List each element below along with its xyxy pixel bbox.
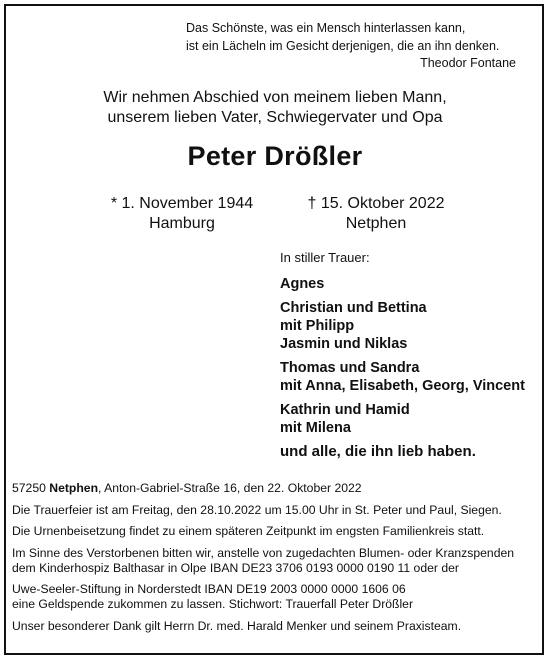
family-member: Thomas und Sandra	[280, 360, 420, 376]
family-member: Kathrin und Hamid	[280, 402, 410, 418]
family-member: mit Philipp	[280, 318, 355, 334]
quote-line-2: ist ein Lächeln im Gesicht derjenigen, die an ihn denken.	[186, 38, 500, 53]
thanks-text: Unser besonderer Dank gilt Herrn Dr. med. Harald Menker und seinem Praxisteam.	[12, 618, 462, 633]
family-group	[280, 275, 525, 293]
quote-author: Theodor Fontane	[420, 56, 516, 70]
family-member: Jasmin und Niklas	[280, 336, 408, 352]
donation-line-1: Im Sinne des Verstorbenen bitten wir, anstelle von zugedachten Blumen- oder Kranzspenden	[12, 545, 515, 560]
death-info	[296, 194, 456, 234]
intro-text	[0, 88, 550, 128]
family-group	[280, 401, 525, 437]
deceased-name: Peter Drößler	[187, 141, 363, 171]
family-closing: und alle, die ihn lieb haben.	[280, 443, 476, 460]
family-group	[280, 299, 525, 353]
address-zip: 57250	[12, 481, 46, 495]
mourning-label: In stiller Trauer:	[280, 250, 370, 265]
quote-block	[186, 20, 516, 73]
family-list	[280, 275, 525, 461]
donation-info	[12, 546, 540, 613]
ceremony-info: Die Trauerfeier ist am Freitag, den 28.10.2022 um 15.00 Uhr in St. Peter und Paul, Siegen.	[12, 502, 502, 517]
family-member: mit Anna, Elisabeth, Georg, Vincent	[280, 378, 525, 394]
intro-line-1: Wir nehmen Abschied von meinem lieben Mann,	[103, 89, 447, 106]
family-member: Agnes	[280, 276, 325, 292]
address-line	[12, 481, 540, 497]
intro-line-2: unserem lieben Vater, Schwiegervater und Opa	[107, 109, 443, 126]
birth-date: * 1. November 1944	[110, 195, 254, 212]
notice-details	[12, 481, 540, 640]
death-place: Netphen	[345, 215, 407, 232]
death-date: † 15. Oktober 2022	[307, 195, 445, 212]
quote-line-1: Das Schönste, was ein Mensch hinterlassen kann,	[186, 21, 466, 35]
address-city: Netphen	[49, 481, 99, 495]
birth-info	[102, 194, 262, 234]
donation-line-3: Uwe-Seeler-Stiftung in Norderstedt IBAN DE19 2003 0000 0000 1606 06	[12, 581, 406, 596]
donation-line-4: eine Geldspende zukommen zu lassen. Stichwort: Trauerfall Peter Drößler	[12, 597, 414, 611]
address-rest: , Anton-Gabriel-Straße 16, den 22. Oktober 2022	[98, 481, 362, 495]
urn-info: Die Urnenbeisetzung findet zu einem späteren Zeitpunkt im engsten Familienkreis statt.	[12, 524, 485, 538]
birth-place: Hamburg	[149, 215, 215, 232]
family-member: Christian und Bettina	[280, 300, 427, 316]
family-member: mit Milena	[280, 420, 351, 436]
donation-line-2: dem Kinderhospiz Balthasar in Olpe IBAN DE23 3706 0193 0000 0190 11 oder der	[12, 561, 459, 575]
family-group	[280, 359, 525, 395]
